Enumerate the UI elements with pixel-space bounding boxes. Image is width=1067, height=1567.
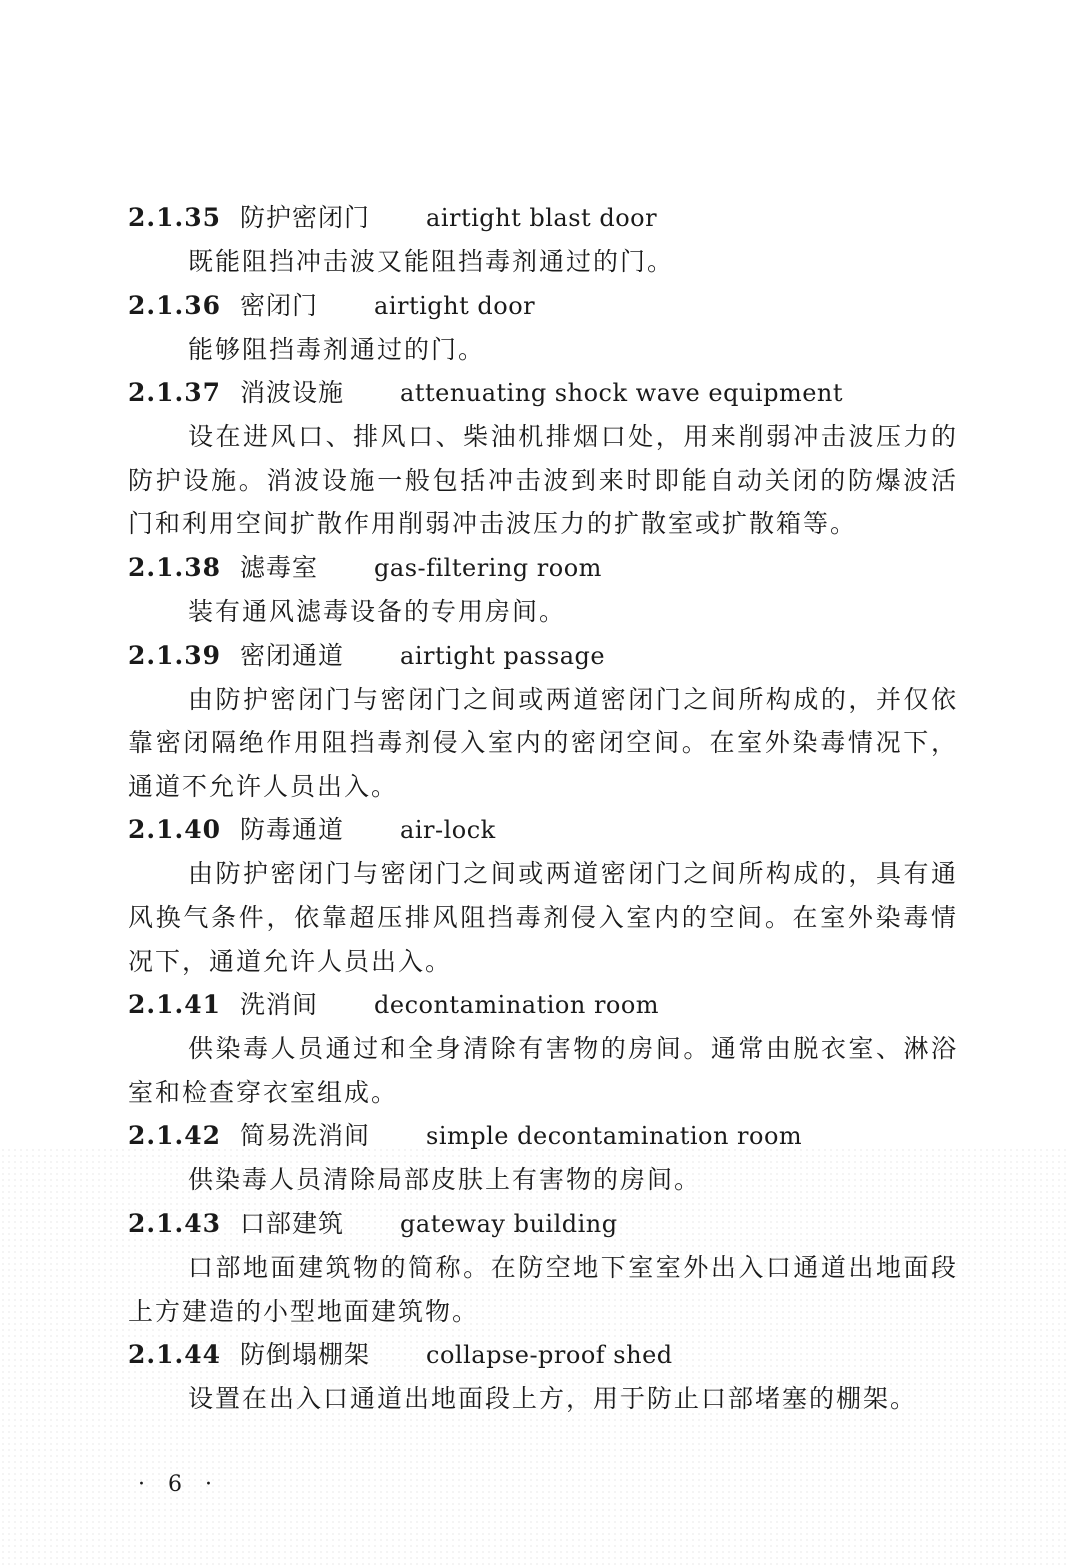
term-entry [128,634,958,809]
term-chinese: 防护密闭门 [240,203,371,232]
term-definition: 设置在出入口通道出地面段上方，用于防止口部堵塞的棚架。 [188,1384,918,1414]
term-number: 2.1.35 [128,203,221,232]
term-number: 2.1.40 [128,815,221,845]
term-definition: 装有通风滤毒设备的专用房间。 [188,596,567,626]
term-heading [128,1202,958,1246]
page-number: · 6 · [138,1472,220,1497]
term-english: airtight blast door [426,204,658,232]
term-english: collapse-proof shed [426,1341,673,1370]
term-number: 2.1.42 [128,1121,221,1151]
term-entry [128,808,958,983]
term-heading [128,983,958,1027]
term-chinese: 防毒通道 [240,815,345,845]
term-english: air-lock [400,816,496,845]
term-heading [128,371,958,415]
term-definition: 既能阻挡冲击波又能阻挡毒剂通过的门。 [188,247,675,276]
term-english: simple decontamination room [426,1122,803,1151]
term-definition: 供染毒人员清除局部皮肤上有害物的房间。 [188,1165,702,1195]
term-entry [128,1202,958,1333]
term-heading [128,634,958,678]
term-definition: 由防护密闭门与密闭门之间或两道密闭门之间所构成的，并仅依靠密闭隔绝作用阻挡毒剂侵入室内的密闭空间。在室外染毒情况下，通道不允许人员出入。 [128,684,958,801]
term-number: 2.1.41 [128,990,221,1020]
term-heading [128,196,958,240]
term-heading [128,808,958,852]
term-entry [128,1114,958,1202]
term-entry [128,196,958,284]
term-chinese: 密闭门 [240,290,319,320]
term-entry [128,1333,958,1421]
term-number: 2.1.38 [128,552,221,582]
term-definition: 设在进风口、排风口、柴油机排烟口处，用来削弱冲击波压力的防护设施。消波设施一般包括冲击波到来时即能自动关闭的防爆波活门和利用空间扩散作用削弱冲击波压力的扩散室或扩散箱等。 [128,422,958,539]
term-heading [128,546,958,590]
terms-list [128,196,958,1421]
term-entry [128,983,958,1114]
term-english: airtight passage [400,641,606,670]
term-number: 2.1.44 [128,1340,221,1370]
term-english: airtight door [374,291,536,320]
term-number: 2.1.37 [128,378,221,408]
term-english: attenuating shock wave equipment [400,379,844,408]
term-chinese: 洗消间 [240,990,319,1020]
term-number: 2.1.43 [128,1208,221,1238]
term-definition: 能够阻挡毒剂通过的门。 [188,334,486,364]
term-definition: 口部地面建筑物的简称。在防空地下室室外出入口通道出地面段上方建造的小型地面建筑物。 [128,1252,958,1326]
term-definition: 由防护密闭门与密闭门之间或两道密闭门之间所构成的，具有通风换气条件，依靠超压排风阻挡毒剂侵入室内的空间。在室外染毒情况下，通道允许人员出入。 [128,859,958,976]
term-heading [128,1333,958,1377]
term-heading [128,284,958,328]
term-number: 2.1.39 [128,640,221,670]
term-chinese: 滤毒室 [240,552,319,582]
term-chinese: 口部建筑 [240,1208,345,1238]
term-english: gas-filtering room [374,553,602,582]
term-english: decontamination room [374,991,660,1020]
term-chinese: 密闭通道 [240,640,345,670]
term-english: gateway building [400,1209,618,1238]
term-definition: 供染毒人员通过和全身清除有害物的房间。通常由脱衣室、淋浴室和检查穿衣室组成。 [128,1034,958,1107]
term-number: 2.1.36 [128,290,221,320]
term-chinese: 防倒塌棚架 [240,1340,371,1370]
term-chinese: 简易洗消间 [240,1121,371,1151]
term-entry [128,371,958,546]
term-entry [128,546,958,634]
term-heading [128,1114,958,1158]
term-entry [128,284,958,372]
term-chinese: 消波设施 [240,378,345,408]
